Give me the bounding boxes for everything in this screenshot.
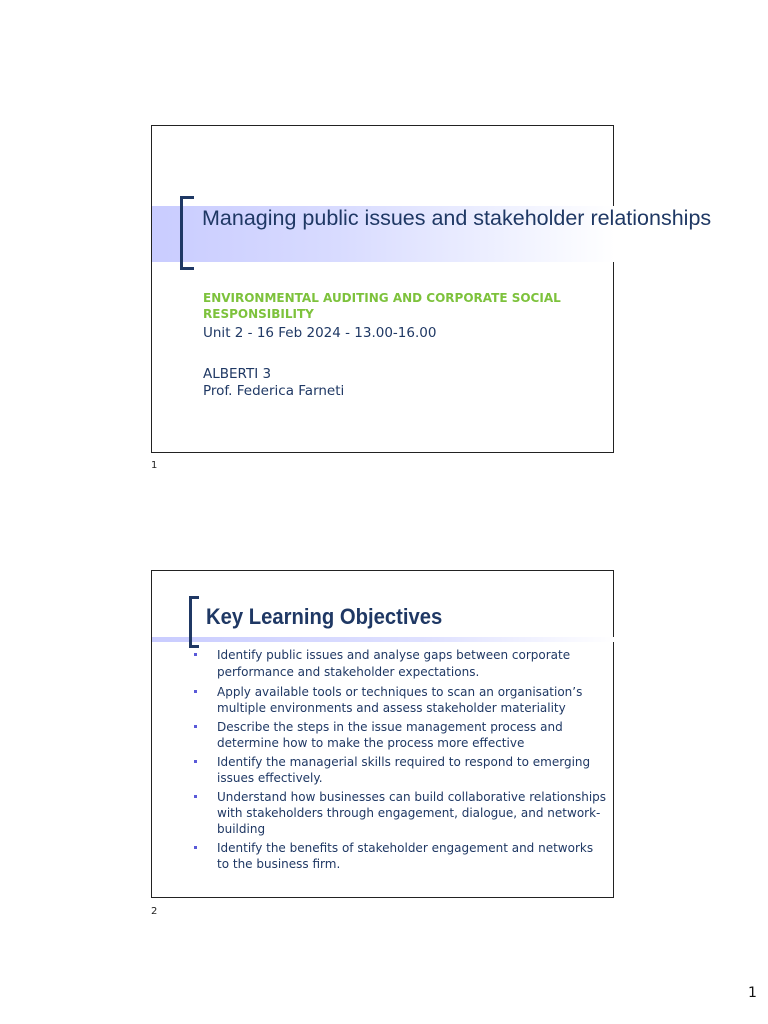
list-item: Apply available tools or techniques to scan an organisation’s multiple environments and assess stakeholder materiality xyxy=(192,684,607,716)
bullet-icon xyxy=(194,725,197,728)
list-item: Understand how businesses can build collaborative relationships with stakeholders through engagement, dialogue, and network-building xyxy=(192,789,607,837)
bracket-decoration xyxy=(189,596,199,648)
professor-name: Prof. Federica Farneti xyxy=(203,383,345,399)
objectives-list xyxy=(192,647,607,872)
slide-1 xyxy=(151,125,712,453)
course-name: ENVIRONMENTAL AUDITING AND CORPORATE SOCIAL RESPONSIBILITY xyxy=(203,291,561,321)
bullet-icon xyxy=(194,846,197,849)
slide-2-title: Key Learning Objectives xyxy=(206,604,443,629)
title-highlight-band xyxy=(152,637,615,642)
slide-1-title: Managing public issues and stakeholder relationships xyxy=(202,206,712,230)
room-label: ALBERTI 3 xyxy=(203,366,272,382)
list-item: Identify the benefits of stakeholder engagement and networks to the business firm. xyxy=(192,840,607,872)
bullet-icon xyxy=(194,795,197,798)
list-item: Identify the managerial skills required to respond to emerging issues effectively. xyxy=(192,754,607,786)
slide-2 xyxy=(151,570,614,898)
bracket-decoration xyxy=(180,196,194,270)
bullet-icon xyxy=(194,653,197,656)
bullet-icon xyxy=(194,760,197,763)
bullet-icon xyxy=(194,690,197,693)
slide-1-page-number: 1 xyxy=(151,460,158,471)
list-item: Identify public issues and analyse gaps between corporate performance and stakeholder expectations. xyxy=(192,647,607,681)
sheet-page-number: 1 xyxy=(748,985,757,1001)
list-item: Describe the steps in the issue management process and determine how to make the process more effective xyxy=(192,719,607,751)
slide-2-page-number: 2 xyxy=(151,906,158,917)
unit-date-time: Unit 2 - 16 Feb 2024 - 13.00-16.00 xyxy=(203,325,437,341)
